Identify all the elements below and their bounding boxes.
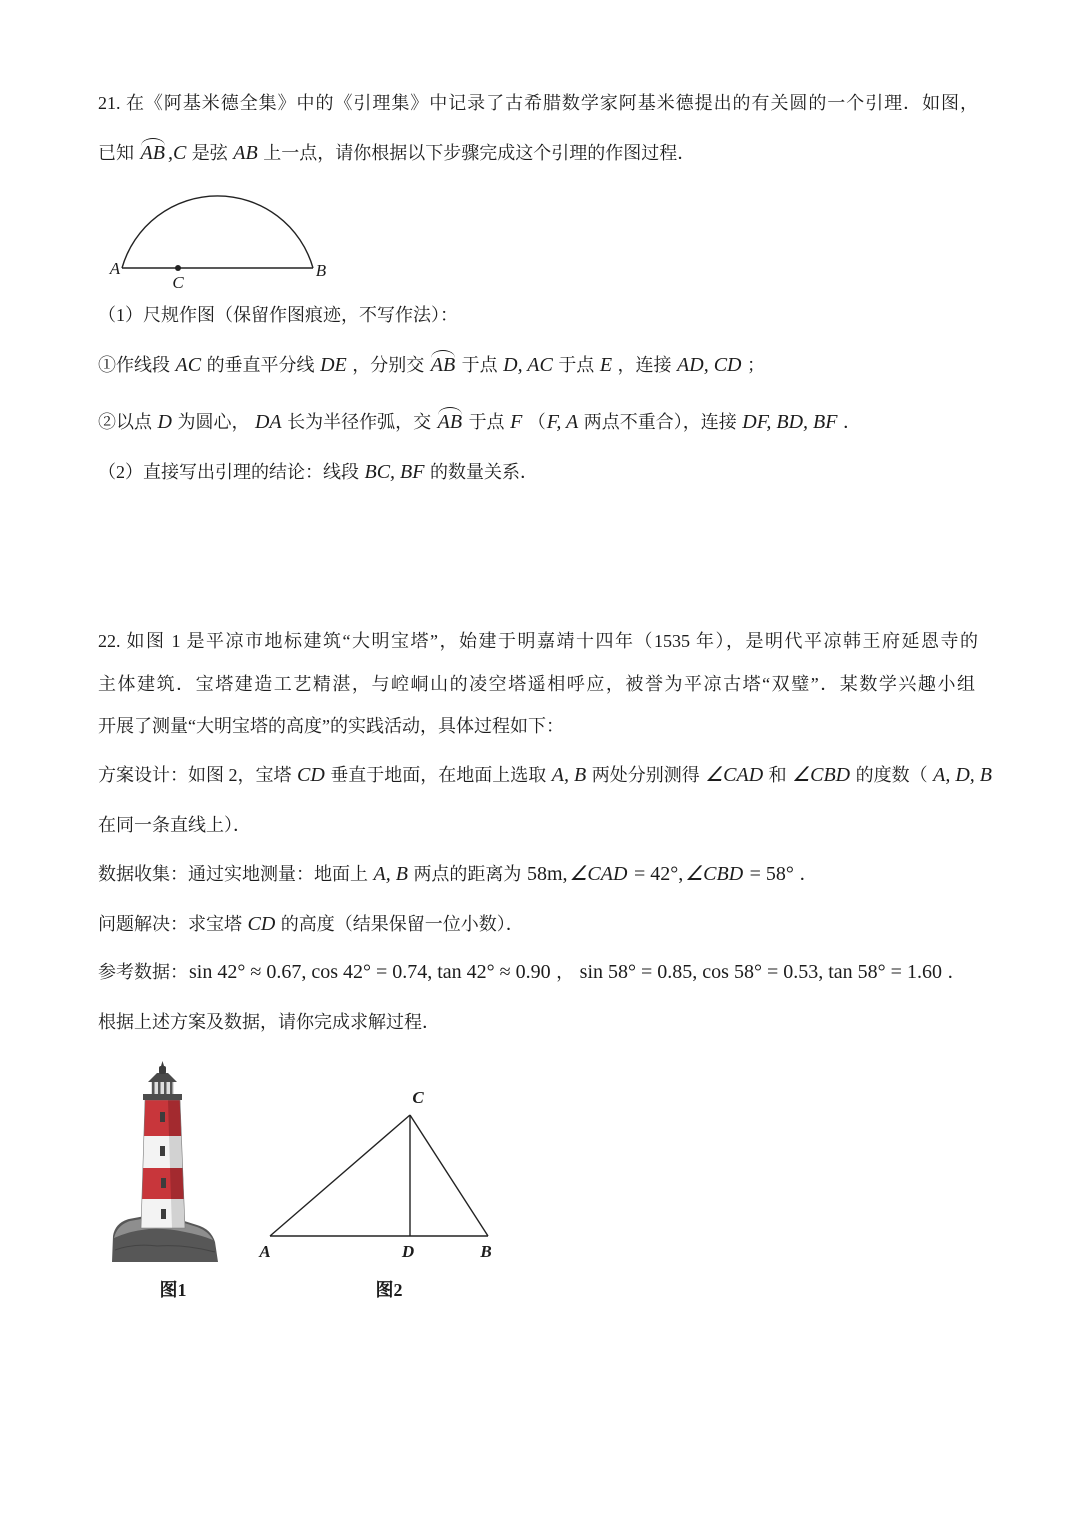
part2-text: 的数量关系． xyxy=(430,462,538,482)
tower-band-red-top-shade xyxy=(168,1100,181,1136)
line-de-symbol: DE xyxy=(320,354,347,376)
step1-text: 于点 xyxy=(461,355,498,375)
step2-text: 长为半径作弧，交 xyxy=(287,412,432,432)
angle-cad-symbol: ∠CAD xyxy=(705,764,764,786)
lantern-cap xyxy=(159,1066,166,1074)
q21-text-given: 已知 xyxy=(98,143,134,163)
label-a: A xyxy=(109,259,121,278)
step2-text: 为圆心， xyxy=(177,412,250,432)
points-symbol: F, A xyxy=(546,411,579,433)
lantern-roof xyxy=(148,1073,177,1082)
angle-cbd-value: = 58° xyxy=(749,863,794,885)
step1-text: ，分别交 xyxy=(352,355,425,375)
tower-window xyxy=(161,1209,166,1219)
label-d: D xyxy=(401,1242,415,1261)
q22-intro-line-1: 22. 如图 1 是平凉市地标建筑“大明宝塔”，始建于明嘉靖十四年（1535 年），是明代平凉韩王府延恩寺的 xyxy=(98,631,978,651)
lantern-spire xyxy=(161,1061,164,1066)
q22-intro-line-3: 开展了测量“大明宝塔的高度”的实践活动，具体过程如下： xyxy=(98,716,564,736)
line-ac xyxy=(270,1115,410,1236)
tower-band-white-bottom-shade xyxy=(171,1199,185,1228)
data-text: 两点的距离为 xyxy=(413,864,522,884)
lighthouse-illustration xyxy=(105,1060,225,1270)
problem-text: 的高度（结果保留一位小数）． xyxy=(280,914,524,934)
lantern-bar xyxy=(170,1081,173,1094)
arc-ab-symbol: AB xyxy=(430,354,456,376)
design-text: 两处分别测得 xyxy=(591,765,700,785)
reference-end: ． xyxy=(947,962,966,982)
q21-text-instruction: 上一点，请你根据以下步骤完成这个引理的作图过程． xyxy=(263,143,696,163)
tower-window xyxy=(161,1178,166,1188)
lantern-bar xyxy=(164,1081,167,1094)
design-text: 方案设计：如图 2，宝塔 xyxy=(98,765,292,785)
point-d-symbol: D xyxy=(157,411,172,433)
data-text: 数据收集：通过实地测量：地面上 xyxy=(98,864,368,884)
q22-intro-line-2: 主体建筑．宝塔建造工艺精湛，与崆峒山的凌空塔遥相呼应，被誉为平凉古塔“双璧”．某数学兴趣小组 xyxy=(98,674,975,694)
angle-cbd-symbol: ∠CBD xyxy=(685,863,744,885)
segment-ac-symbol: AC xyxy=(175,354,202,376)
step1-text: ，连接 xyxy=(617,355,672,375)
reference-label: 参考数据： xyxy=(98,962,188,982)
points-ab-symbol: A, B xyxy=(551,764,587,786)
angle-cbd-symbol: ∠CBD xyxy=(792,764,851,786)
q21-part-2 xyxy=(98,458,538,486)
tower-gallery xyxy=(143,1094,182,1100)
label-a: A xyxy=(259,1242,271,1261)
segment-da-symbol: DA xyxy=(254,411,282,433)
lantern-bar xyxy=(158,1081,161,1094)
reference-separator: ， xyxy=(556,962,575,982)
arc-ab xyxy=(122,196,313,268)
angle-cad-value: = 42°, xyxy=(633,863,684,885)
tower-window xyxy=(160,1112,165,1122)
q22-problem xyxy=(98,910,524,938)
angle-cad-symbol: ∠CAD xyxy=(569,863,628,885)
point-e-symbol: E xyxy=(599,354,613,376)
figure-1-caption: 图1 xyxy=(159,1280,187,1300)
q22-data xyxy=(98,860,817,888)
q21-part1-title: （1）尺规作图（保留作图痕迹，不写作法）： xyxy=(98,305,458,325)
tower-cd-symbol: CD xyxy=(247,913,276,935)
design-text: 垂直于地面，在地面上选取 xyxy=(330,765,547,785)
points-ab-symbol: A, B xyxy=(373,863,408,885)
figure-2-caption: 图2 xyxy=(375,1280,403,1300)
step1-text: ①作线段 xyxy=(98,355,170,375)
label-b: B xyxy=(315,261,327,280)
arc-ab-symbol: AB xyxy=(437,411,463,433)
trig-values-58: sin 58° = 0.85, cos 58° = 0.53, tan 58° = 1.60 xyxy=(579,961,942,983)
trig-values-42: sin 42° ≈ 0.67, cos 42° = 0.74, tan 42° ≈ 0.90 xyxy=(189,961,551,983)
design-text: 的度数（ xyxy=(855,765,928,785)
step1-text: 的垂直平分线 xyxy=(206,355,315,375)
step2-text: （ xyxy=(527,412,546,432)
q21-intro-line-1: 21. 在《阿基米德全集》中的《引理集》中记录了古希腊数学家阿基米德提出的有关圆的一个引理．如图， xyxy=(98,93,978,113)
q21-text-chord: 是弦 xyxy=(191,143,228,163)
q22-closing: 根据上述方案及数据，请你完成求解过程． xyxy=(98,1012,440,1032)
tower-band-white-upper-shade xyxy=(169,1136,183,1168)
chord-ab-symbol: AB xyxy=(233,142,258,164)
segments-symbol: AD, CD xyxy=(677,354,742,376)
q22-triangle-figure xyxy=(250,1080,510,1270)
q22-design-end: 在同一条直线上）． xyxy=(98,815,251,835)
points-adb-symbol: A, D, B xyxy=(933,764,992,786)
design-text: 和 xyxy=(768,765,787,785)
line-cb xyxy=(410,1115,488,1236)
tower-cd-symbol: CD xyxy=(297,764,325,786)
step2-text: 两点不重合），连接 xyxy=(583,412,737,432)
point-c-symbol: ,C xyxy=(167,142,187,164)
q21-intro-line-2 xyxy=(98,139,695,167)
label-c: C xyxy=(412,1088,424,1107)
label-b: B xyxy=(480,1242,492,1261)
part2-text: （2）直接写出引理的结论：线段 xyxy=(98,462,359,482)
distance-value: 58m, xyxy=(526,863,568,885)
point-c xyxy=(175,265,181,271)
segments-symbol: BC, BF xyxy=(364,461,425,483)
step1-text: 于点 xyxy=(558,355,595,375)
arc-ab-symbol: AB xyxy=(140,142,165,164)
q21-step-1 xyxy=(98,351,765,379)
label-c: C xyxy=(172,273,184,292)
tower-band-red-lower-shade xyxy=(170,1168,184,1199)
step2-text: 于点 xyxy=(468,412,505,432)
point-f-symbol: F xyxy=(510,411,523,433)
tower-window xyxy=(160,1146,165,1156)
points-symbol: D, AC xyxy=(503,354,553,376)
q21-step-2 xyxy=(98,408,861,436)
q21-arc-figure xyxy=(100,185,340,295)
step2-text: ②以点 xyxy=(98,412,152,432)
step1-text: ； xyxy=(746,355,765,375)
data-text: ． xyxy=(799,864,818,884)
segments-symbol: DF, BD, BF xyxy=(742,411,838,433)
problem-text: 问题解决：求宝塔 xyxy=(98,914,242,934)
lantern-bar xyxy=(152,1081,155,1094)
q22-reference xyxy=(98,958,965,986)
q22-design xyxy=(98,761,993,789)
step2-text: ． xyxy=(842,412,861,432)
